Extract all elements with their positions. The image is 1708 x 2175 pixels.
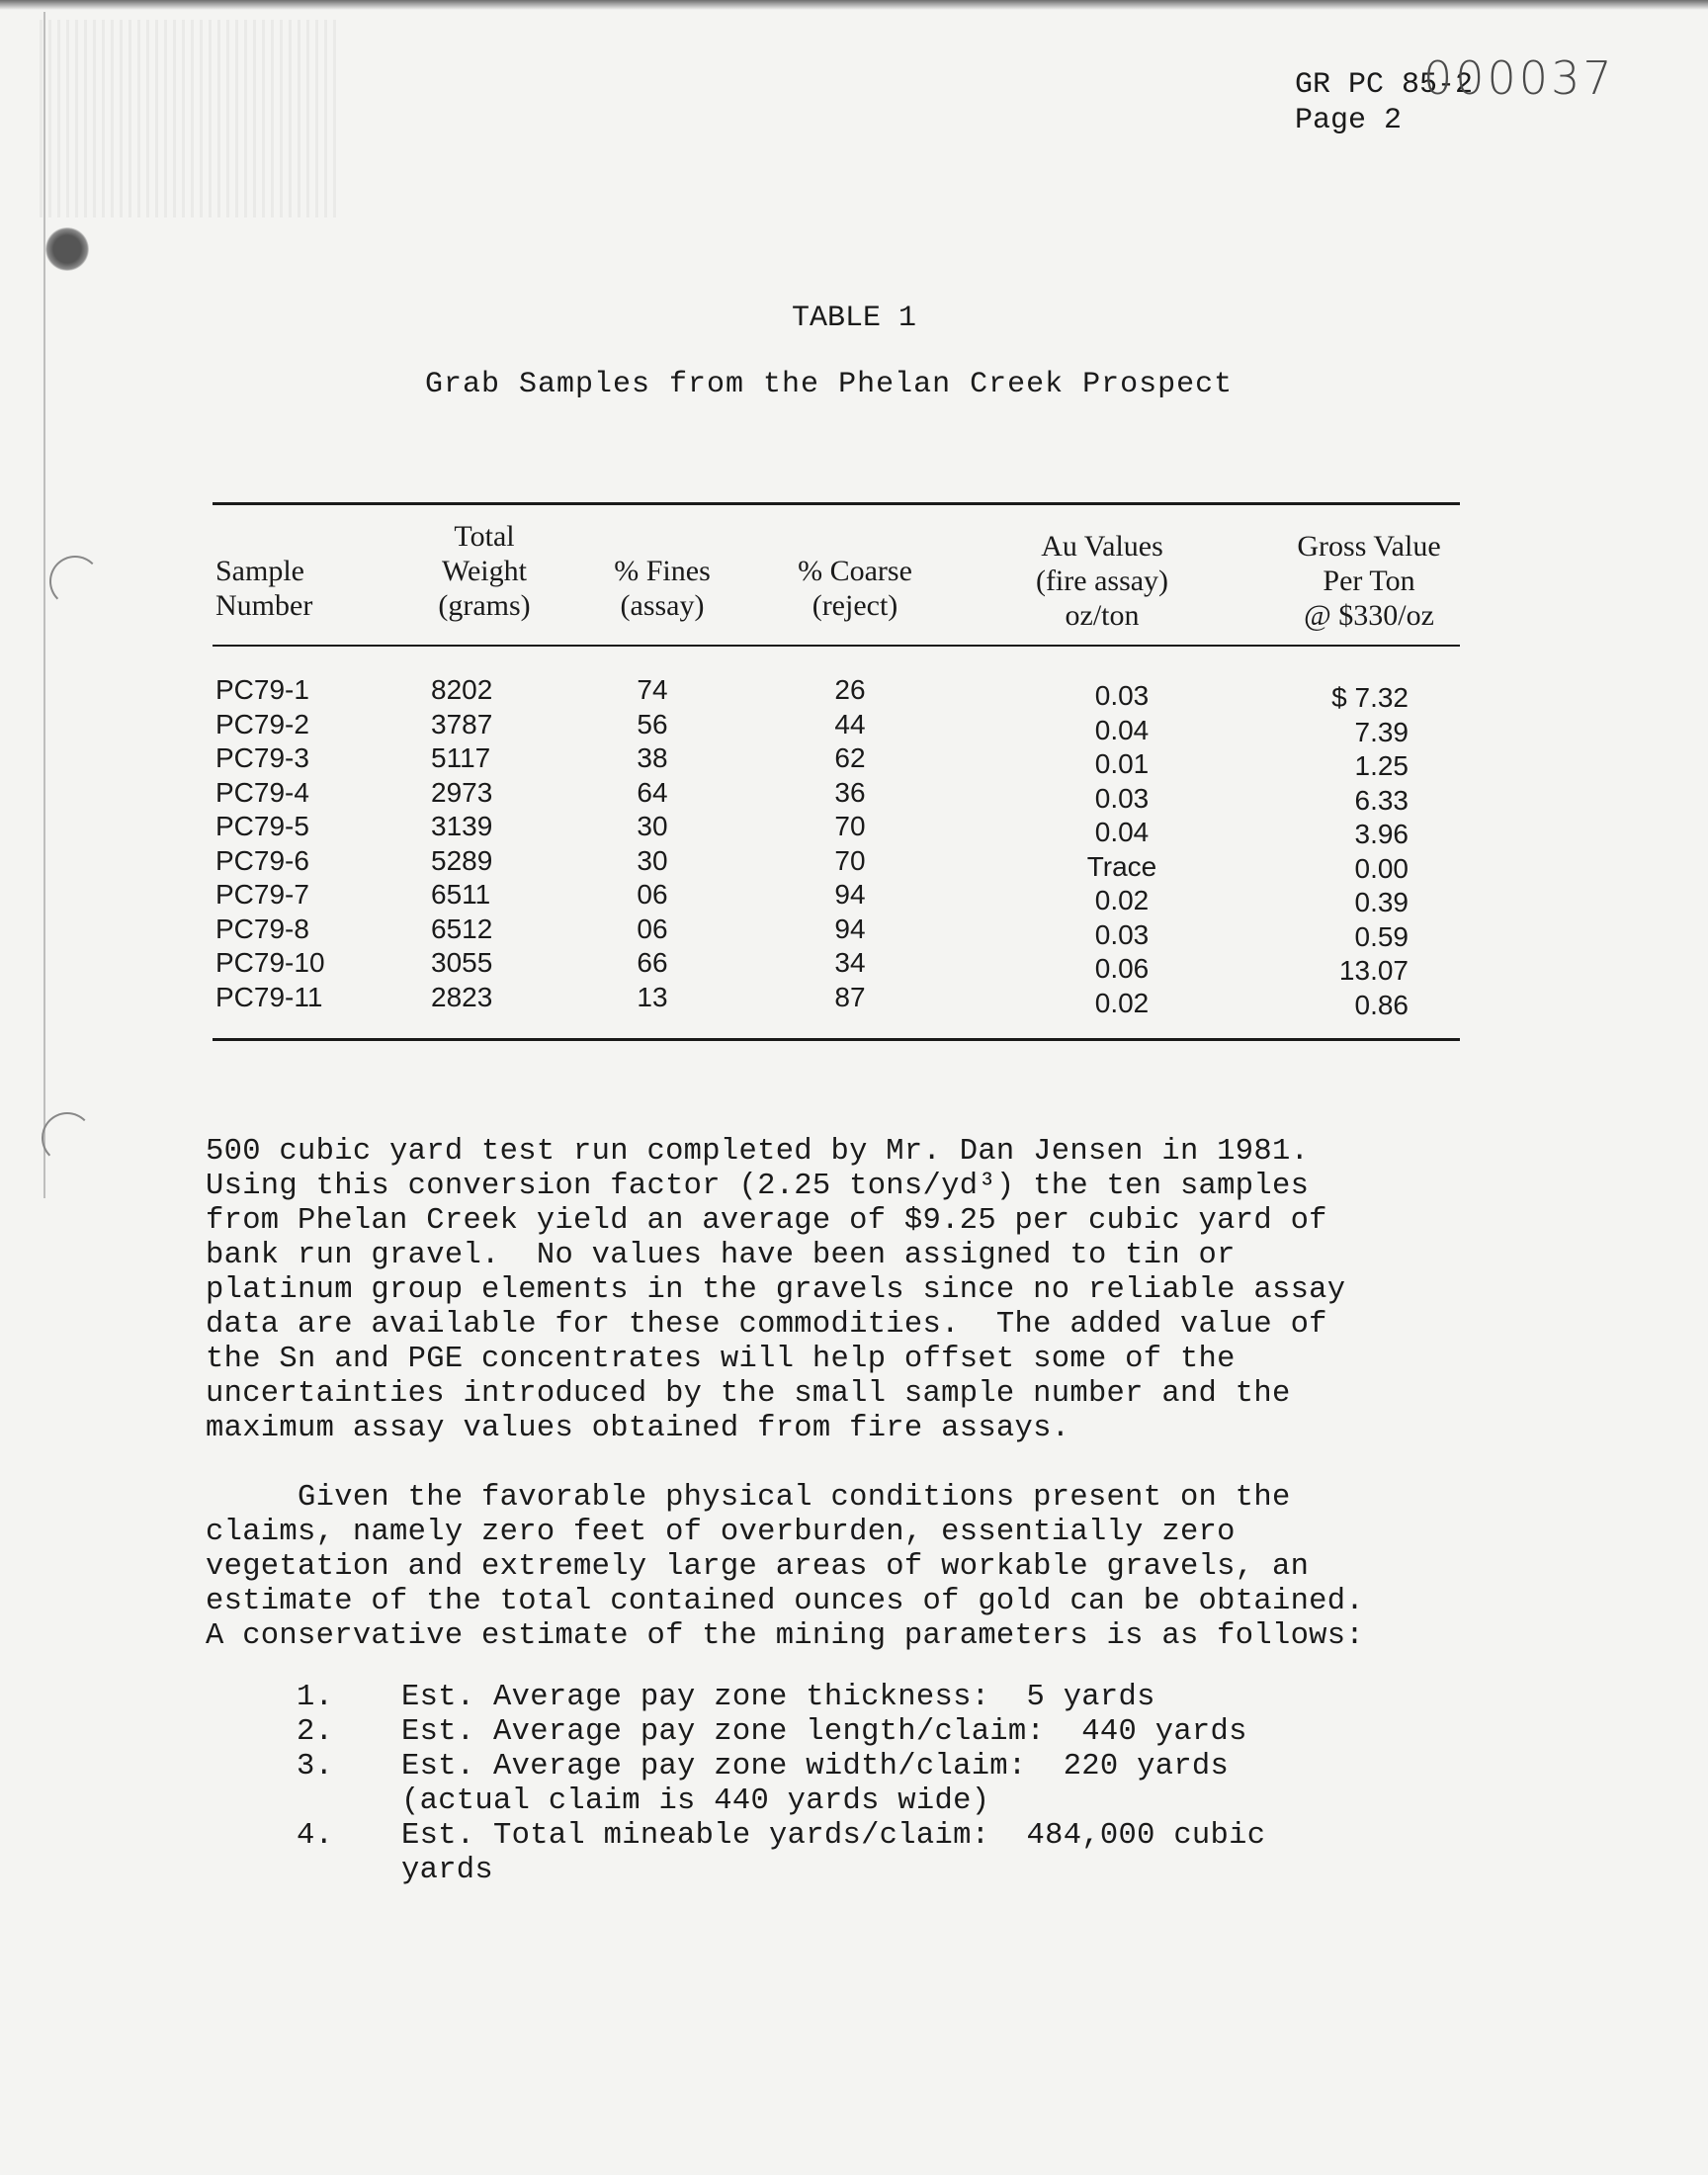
text-line: estimate of the total contained ounces of gold can be obtained. — [206, 1585, 1364, 1618]
table-cell: PC79-10 — [215, 947, 325, 978]
table-cell: 0.02 — [1094, 885, 1150, 915]
table-cell: 5289 — [431, 844, 493, 876]
text-line: Given the favorable physical conditions present on the — [206, 1481, 1291, 1515]
scan-top-edge — [0, 0, 1708, 10]
table-cell: PC79-11 — [215, 981, 323, 1012]
table-cell: 3.96 — [1354, 819, 1409, 849]
list-item-text: Est. Total mineable yards/claim: 484,000 cubic — [401, 1819, 1266, 1853]
text-line: vegetation and extremely large areas of workable gravels, an — [206, 1550, 1310, 1584]
table-cell: 0.06 — [1094, 953, 1150, 984]
column-header-gross-value: Gross Value Per Ton @ $330/oz — [1297, 530, 1441, 632]
text-line: maximum assay values obtained from fire assays. — [206, 1412, 1070, 1445]
list-item-number: 1. — [297, 1681, 334, 1714]
column-header-fines: % Fines (assay) — [614, 555, 711, 622]
list-item-text: Est. Average pay zone length/claim: 440 yards — [401, 1715, 1247, 1749]
table-row — [0, 879, 1708, 917]
text-line: bank run gravel. No values have been assigned to tin or — [206, 1239, 1236, 1272]
table-cell: PC79-4 — [215, 776, 309, 808]
table-cell: PC79-3 — [215, 742, 309, 773]
table-bottom-rule — [213, 1038, 1460, 1041]
table-cell: 8202 — [431, 674, 493, 705]
list-item-number: 3. — [297, 1750, 334, 1784]
text-line: platinum group elements in the gravels since no reliable assay — [206, 1273, 1346, 1307]
table-top-rule — [213, 502, 1460, 505]
table-cell: 3139 — [431, 811, 493, 841]
table-cell: 2973 — [431, 776, 493, 808]
table-cell: 0.03 — [1094, 782, 1150, 814]
table-row — [0, 742, 1708, 781]
punch-hole-mark — [49, 556, 101, 607]
table-cell: PC79-7 — [215, 879, 309, 910]
table-cell: 26 — [834, 674, 866, 705]
table-row — [0, 981, 1708, 1020]
table-cell: 70 — [834, 844, 866, 876]
table-cell: 0.86 — [1354, 989, 1409, 1020]
text-line: uncertainties introduced by the small sample number and the — [206, 1377, 1291, 1411]
table-cell: 74 — [637, 674, 668, 705]
list-item-continuation: (actual claim is 440 yards wide) — [401, 1784, 990, 1818]
table-cell: 0.00 — [1354, 852, 1409, 884]
punch-hole — [45, 227, 89, 271]
table-cell: 06 — [637, 879, 668, 910]
table-cell: 0.02 — [1094, 987, 1150, 1018]
table-cell: PC79-1 — [215, 674, 309, 705]
table-cell: 1.25 — [1354, 750, 1409, 781]
table-body — [0, 674, 1708, 1020]
text-line: from Phelan Creek yield an average of $9.25 per cubic yard of — [206, 1204, 1327, 1238]
text-line: A conservative estimate of the mining parameters is as follows: — [206, 1619, 1364, 1653]
table-caption: Grab Samples from the Phelan Creek Prospect — [425, 368, 1234, 401]
list-item-number: 2. — [297, 1715, 334, 1749]
table-cell: 2823 — [431, 981, 493, 1012]
table-row — [0, 913, 1708, 952]
table-row — [0, 674, 1708, 713]
table-cell: 94 — [834, 879, 866, 910]
stamp-number: 000037 — [1423, 51, 1615, 105]
paragraph-conditions — [206, 1481, 1491, 1654]
table-cell: 13.07 — [1338, 955, 1409, 986]
table-cell: 30 — [637, 811, 668, 841]
table-cell: 44 — [834, 708, 866, 740]
table-cell: 6511 — [431, 879, 491, 910]
table-cell: 66 — [637, 947, 668, 978]
text-line: Using this conversion factor (2.25 tons/yd³) the ten samples — [206, 1170, 1310, 1203]
text-line: 500 cubic yard test run completed by Mr. Dan Jensen in 1981. — [206, 1135, 1310, 1169]
table-cell: 64 — [637, 776, 668, 808]
scan-smudge — [40, 20, 336, 218]
table-cell: 6.33 — [1354, 784, 1409, 816]
table-cell: 0.04 — [1094, 714, 1150, 745]
table-cell: 06 — [637, 913, 668, 944]
punch-hole-mark — [42, 1112, 93, 1164]
table-cell: 3055 — [431, 947, 493, 978]
column-header-coarse: % Coarse (reject) — [798, 555, 912, 622]
column-header-sample-number: Sample Number — [215, 555, 313, 622]
table-cell: PC79-6 — [215, 844, 309, 876]
table-cell: 3787 — [431, 708, 493, 740]
table-title: TABLE 1 — [791, 302, 917, 335]
table-row — [0, 811, 1708, 849]
table-cell: 5117 — [431, 742, 491, 773]
table-cell: 62 — [834, 742, 866, 773]
table-cell: 0.03 — [1094, 918, 1150, 950]
list-item-number: 4. — [297, 1819, 334, 1853]
table-cell: 56 — [637, 708, 668, 740]
text-line: the Sn and PGE concentrates will help offset some of the — [206, 1343, 1236, 1376]
table-cell: 0.39 — [1354, 887, 1409, 917]
table-header-rule — [213, 645, 1460, 647]
scan-left-edge — [43, 12, 45, 1198]
paragraph-conversion — [206, 1135, 1491, 1446]
text-line: claims, namely zero feet of overburden, essentially zero — [206, 1516, 1236, 1549]
table-cell: 38 — [637, 742, 668, 773]
table-cell: 0.03 — [1094, 680, 1150, 711]
table-cell: 0.01 — [1094, 748, 1150, 779]
table-cell: 36 — [834, 776, 866, 808]
table-cell: 6512 — [431, 913, 493, 944]
table-cell: 0.04 — [1094, 817, 1150, 847]
list-item-text: Est. Average pay zone thickness: 5 yards — [401, 1681, 1155, 1714]
table-row — [0, 947, 1708, 986]
table-cell: 30 — [637, 844, 668, 876]
table-cell: 7.39 — [1354, 716, 1409, 747]
page-number: Page 2 — [1295, 104, 1403, 137]
table-cell: 0.59 — [1354, 920, 1409, 952]
table-cell: 13 — [637, 981, 668, 1012]
table-cell: Trace — [1086, 850, 1157, 882]
table-cell: 70 — [834, 811, 866, 841]
table-cell: PC79-5 — [215, 811, 309, 841]
table-row — [0, 844, 1708, 884]
list-item-continuation: yards — [401, 1854, 494, 1887]
table-cell: PC79-8 — [215, 913, 309, 944]
table-row — [0, 776, 1708, 816]
table-cell: $ 7.32 — [1331, 682, 1409, 713]
table-cell: 87 — [834, 981, 866, 1012]
column-header-total-weight: Total Weight (grams) — [438, 520, 531, 622]
document-code: GR PC 85-2 — [1295, 68, 1474, 102]
table-cell: PC79-2 — [215, 708, 309, 740]
table-cell: 94 — [834, 913, 866, 944]
column-header-au-values: Au Values (fire assay) oz/ton — [1035, 530, 1169, 632]
table-cell: 34 — [834, 947, 866, 978]
table-row — [0, 708, 1708, 747]
text-line: data are available for these commodities. The added value of — [206, 1308, 1327, 1342]
list-item-text: Est. Average pay zone width/claim: 220 yards — [401, 1750, 1230, 1784]
